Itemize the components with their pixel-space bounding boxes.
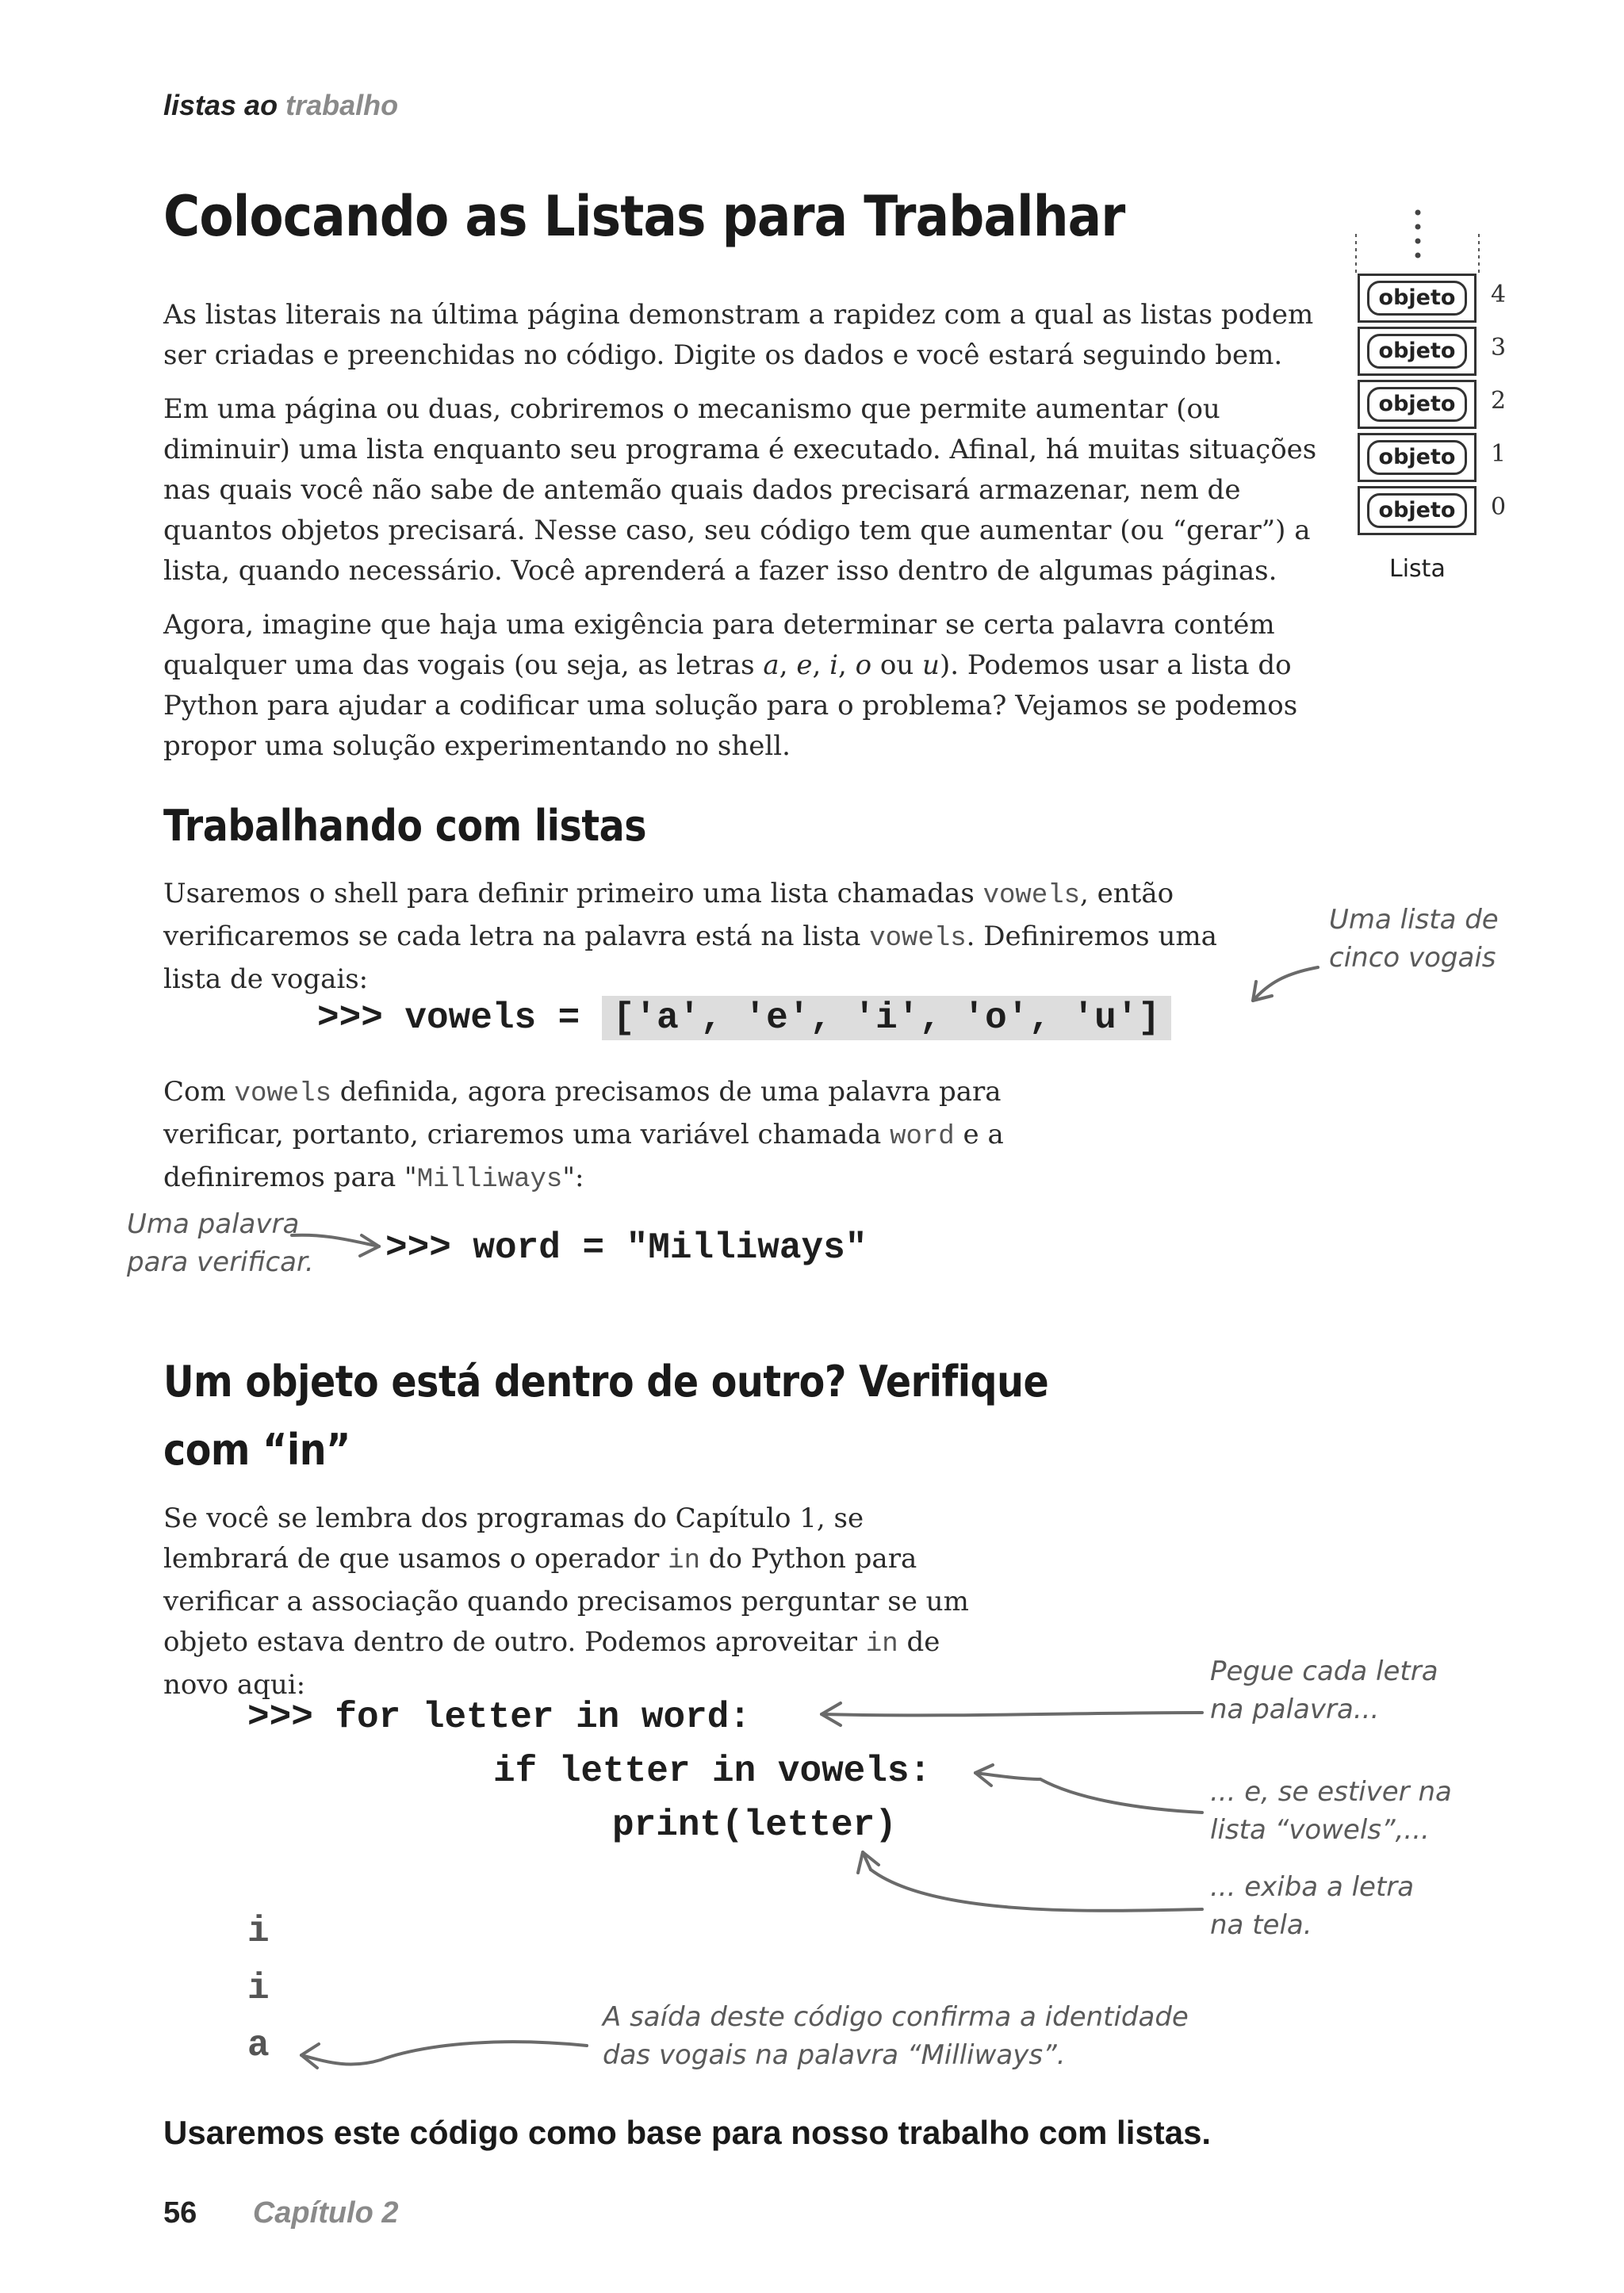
- list-slot: objeto: [1358, 433, 1477, 482]
- running-header: listas ao trabalho: [163, 89, 399, 121]
- note-print-letter: ... exiba a letra na tela.: [1210, 1871, 1415, 1941]
- code-word: >>> word = "Milliways": [385, 1227, 868, 1269]
- note-output: A saída deste código confirma a identidade das vogais na palavra “Milliways”.: [603, 2001, 1189, 2071]
- page-title: Colocando as Listas para Trabalhar: [163, 184, 1125, 249]
- intro-paragraph-3: Agora, imagine que haja uma exigência para determinar se certa palavra contém qualquer uma das vogais (ou seja, as letras a, e, i, o ou u). Podemos usar a lista do Python para ajudar a codificar uma solução para o problema? Vejamos se podemos propor uma solução experimentando no shell.: [163, 609, 1298, 762]
- section2-paragraph: Se você se lembra dos programas do Capítulo 1, se lembrará de que usamos o operador in do Python para verificar a associação quando precisamos perguntar se um objeto estava dentro de outro. Podemos aproveitar in de novo aqui:: [163, 1503, 969, 1701]
- list-slot: objeto: [1358, 486, 1477, 535]
- code-if-line: if letter in vowels:: [493, 1751, 932, 1792]
- output-line: i: [247, 1911, 270, 1952]
- code-for-line: >>> for letter in word:: [247, 1697, 751, 1738]
- output-line: i: [247, 1968, 270, 2009]
- note-vowels-list: Uma lista de cinco vogais: [1329, 904, 1499, 974]
- page-number: 56: [163, 2196, 197, 2230]
- list-slot: objeto: [1358, 327, 1477, 376]
- section-title-lists: Trabalhando com listas: [163, 801, 647, 851]
- section1-paragraph-2: Com vowels definida, agora precisamos de uma palavra para verificar, portanto, criaremos uma variável chamada word e a definiremos para "Milliways":: [163, 1076, 1004, 1195]
- note-in-vowels: ... e, se estiver na lista “vowels”,...: [1210, 1776, 1452, 1846]
- intro-paragraph-2: Em uma página ou duas, cobriremos o mecanismo que permite aumentar (ou diminuir) uma lista enquanto seu programa é executado. Afinal, há muitas situações nas quais você não sabe de antemão quais dados precisará armazenar, nem de quantos objetos precisará. Nesse caso, seu código tem que aumentar (ou “gerar”) a lista, quando necessário. Você aprenderá a fazer isso dentro de algumas páginas.: [163, 393, 1317, 587]
- chapter-label: Capítulo 2: [252, 2196, 399, 2230]
- section1-paragraph-1: Usaremos o shell para definir primeiro uma lista chamadas vowels, então verificaremos se cada letra na palavra está na lista vowels. Definiremos uma lista de vogais:: [163, 878, 1217, 995]
- section-title-in: Um objeto está dentro de outro? Verifique com “in”: [163, 1357, 1049, 1475]
- code-vowels-list: ['a', 'e', 'i', 'o', 'u']: [602, 996, 1171, 1040]
- output-line: a: [247, 2025, 270, 2066]
- code-print-line: print(letter): [612, 1805, 897, 1846]
- page-footer: [163, 2196, 399, 2230]
- list-slot: objeto: [1358, 274, 1477, 323]
- note-word: Uma palavra para verificar.: [127, 1208, 314, 1278]
- code-vowels: >>> vowels = ['a', 'e', 'i', 'o', 'u']: [317, 997, 1171, 1039]
- list-slot: objeto: [1358, 380, 1477, 429]
- closing-statement: Usaremos este código como base para nosso trabalho com listas.: [163, 2114, 1212, 2151]
- note-each-letter: Pegue cada letra na palavra...: [1210, 1656, 1438, 1725]
- list-diagram: objeto 4 objeto 3 objeto 2 objeto 1 objeto 0 Lista: [1348, 206, 1530, 587]
- list-caption: Lista: [1389, 555, 1446, 583]
- intro-paragraph-1: As listas literais na última página demonstram a rapidez com a qual as listas podem ser criadas e preenchidas no código. Digite os dados e você estará seguindo bem.: [163, 299, 1314, 371]
